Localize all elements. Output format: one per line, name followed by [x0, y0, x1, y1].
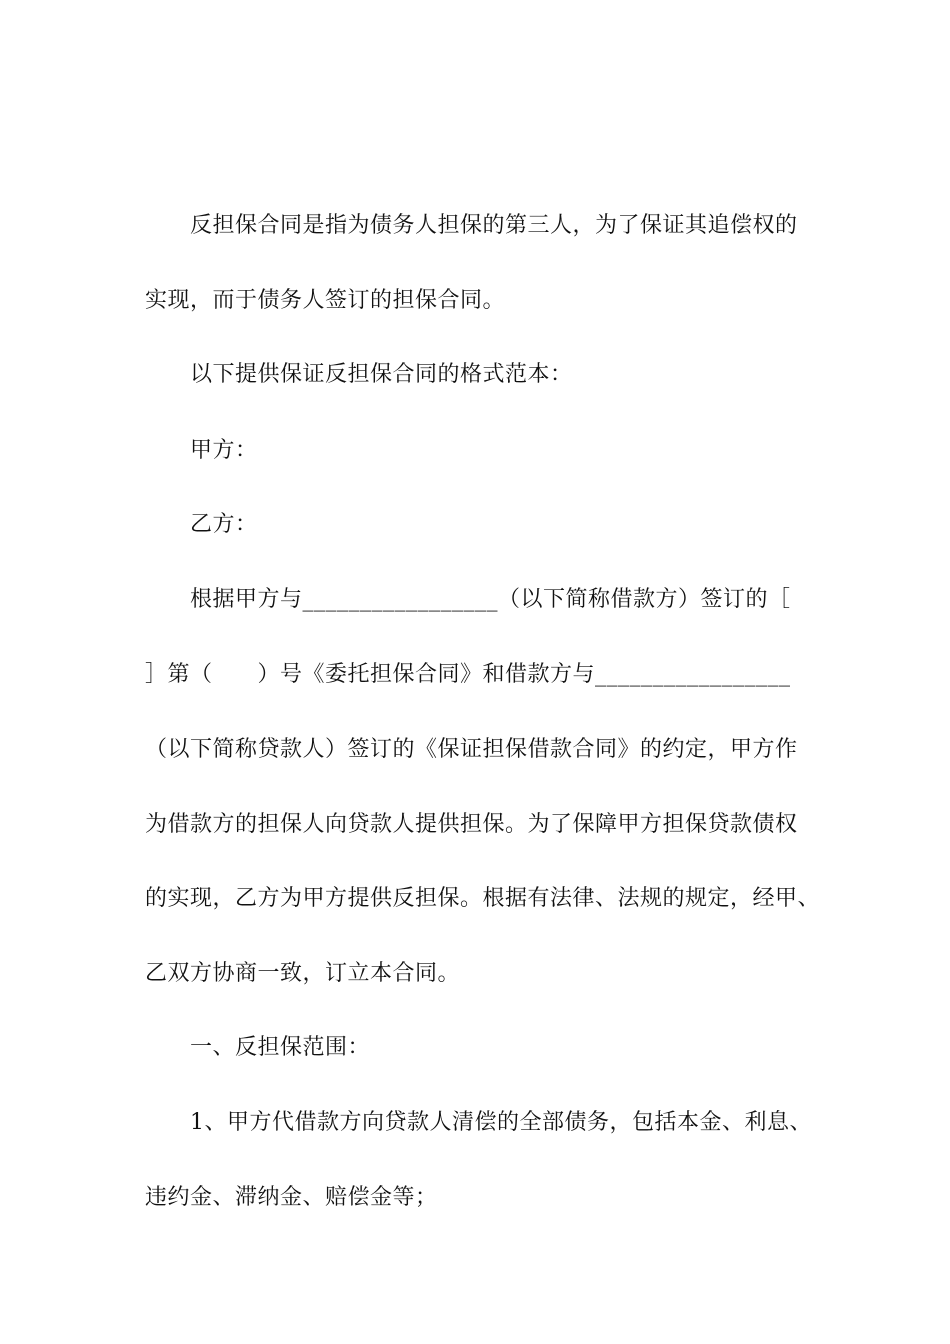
paragraph-7-line-1: 1、甲方代借款方向贷款人清偿的全部债务，包括本金、利息、 [190, 1110, 812, 1135]
paragraph-1-line-2: 实现，而于债务人签订的担保合同。 [145, 288, 506, 313]
paragraph-5-line-6: 乙双方协商一致，订立本合同。 [145, 961, 461, 986]
section-heading-1: 一、反担保范围： [190, 1035, 371, 1060]
paragraph-1-line-1: 反担保合同是指为债务人担保的第三人，为了保证其追偿权的 [190, 213, 798, 238]
paragraph-5-line-2: ］第（ ）号《委托担保合同》和借款方与_________________ [145, 662, 791, 687]
party-b-label: 乙方： [190, 512, 258, 537]
paragraph-5-line-5: 的实现，乙方为甲方提供反担保。根据有法律、法规的规定，经甲、 [145, 886, 821, 911]
paragraph-5-line-1: 根据甲方与_________________（以下简称借款方）签订的［ [190, 587, 791, 612]
paragraph-2-line-1: 以下提供保证反担保合同的格式范本： [190, 362, 573, 387]
party-a-label: 甲方： [190, 438, 258, 463]
paragraph-7-line-2: 违约金、滞纳金、赔偿金等； [145, 1185, 438, 1210]
paragraph-5-line-3: （以下简称贷款人）签订的《保证担保借款合同》的约定，甲方作 [145, 737, 798, 762]
paragraph-5-line-4: 为借款方的担保人向贷款人提供担保。为了保障甲方担保贷款债权 [145, 812, 798, 837]
